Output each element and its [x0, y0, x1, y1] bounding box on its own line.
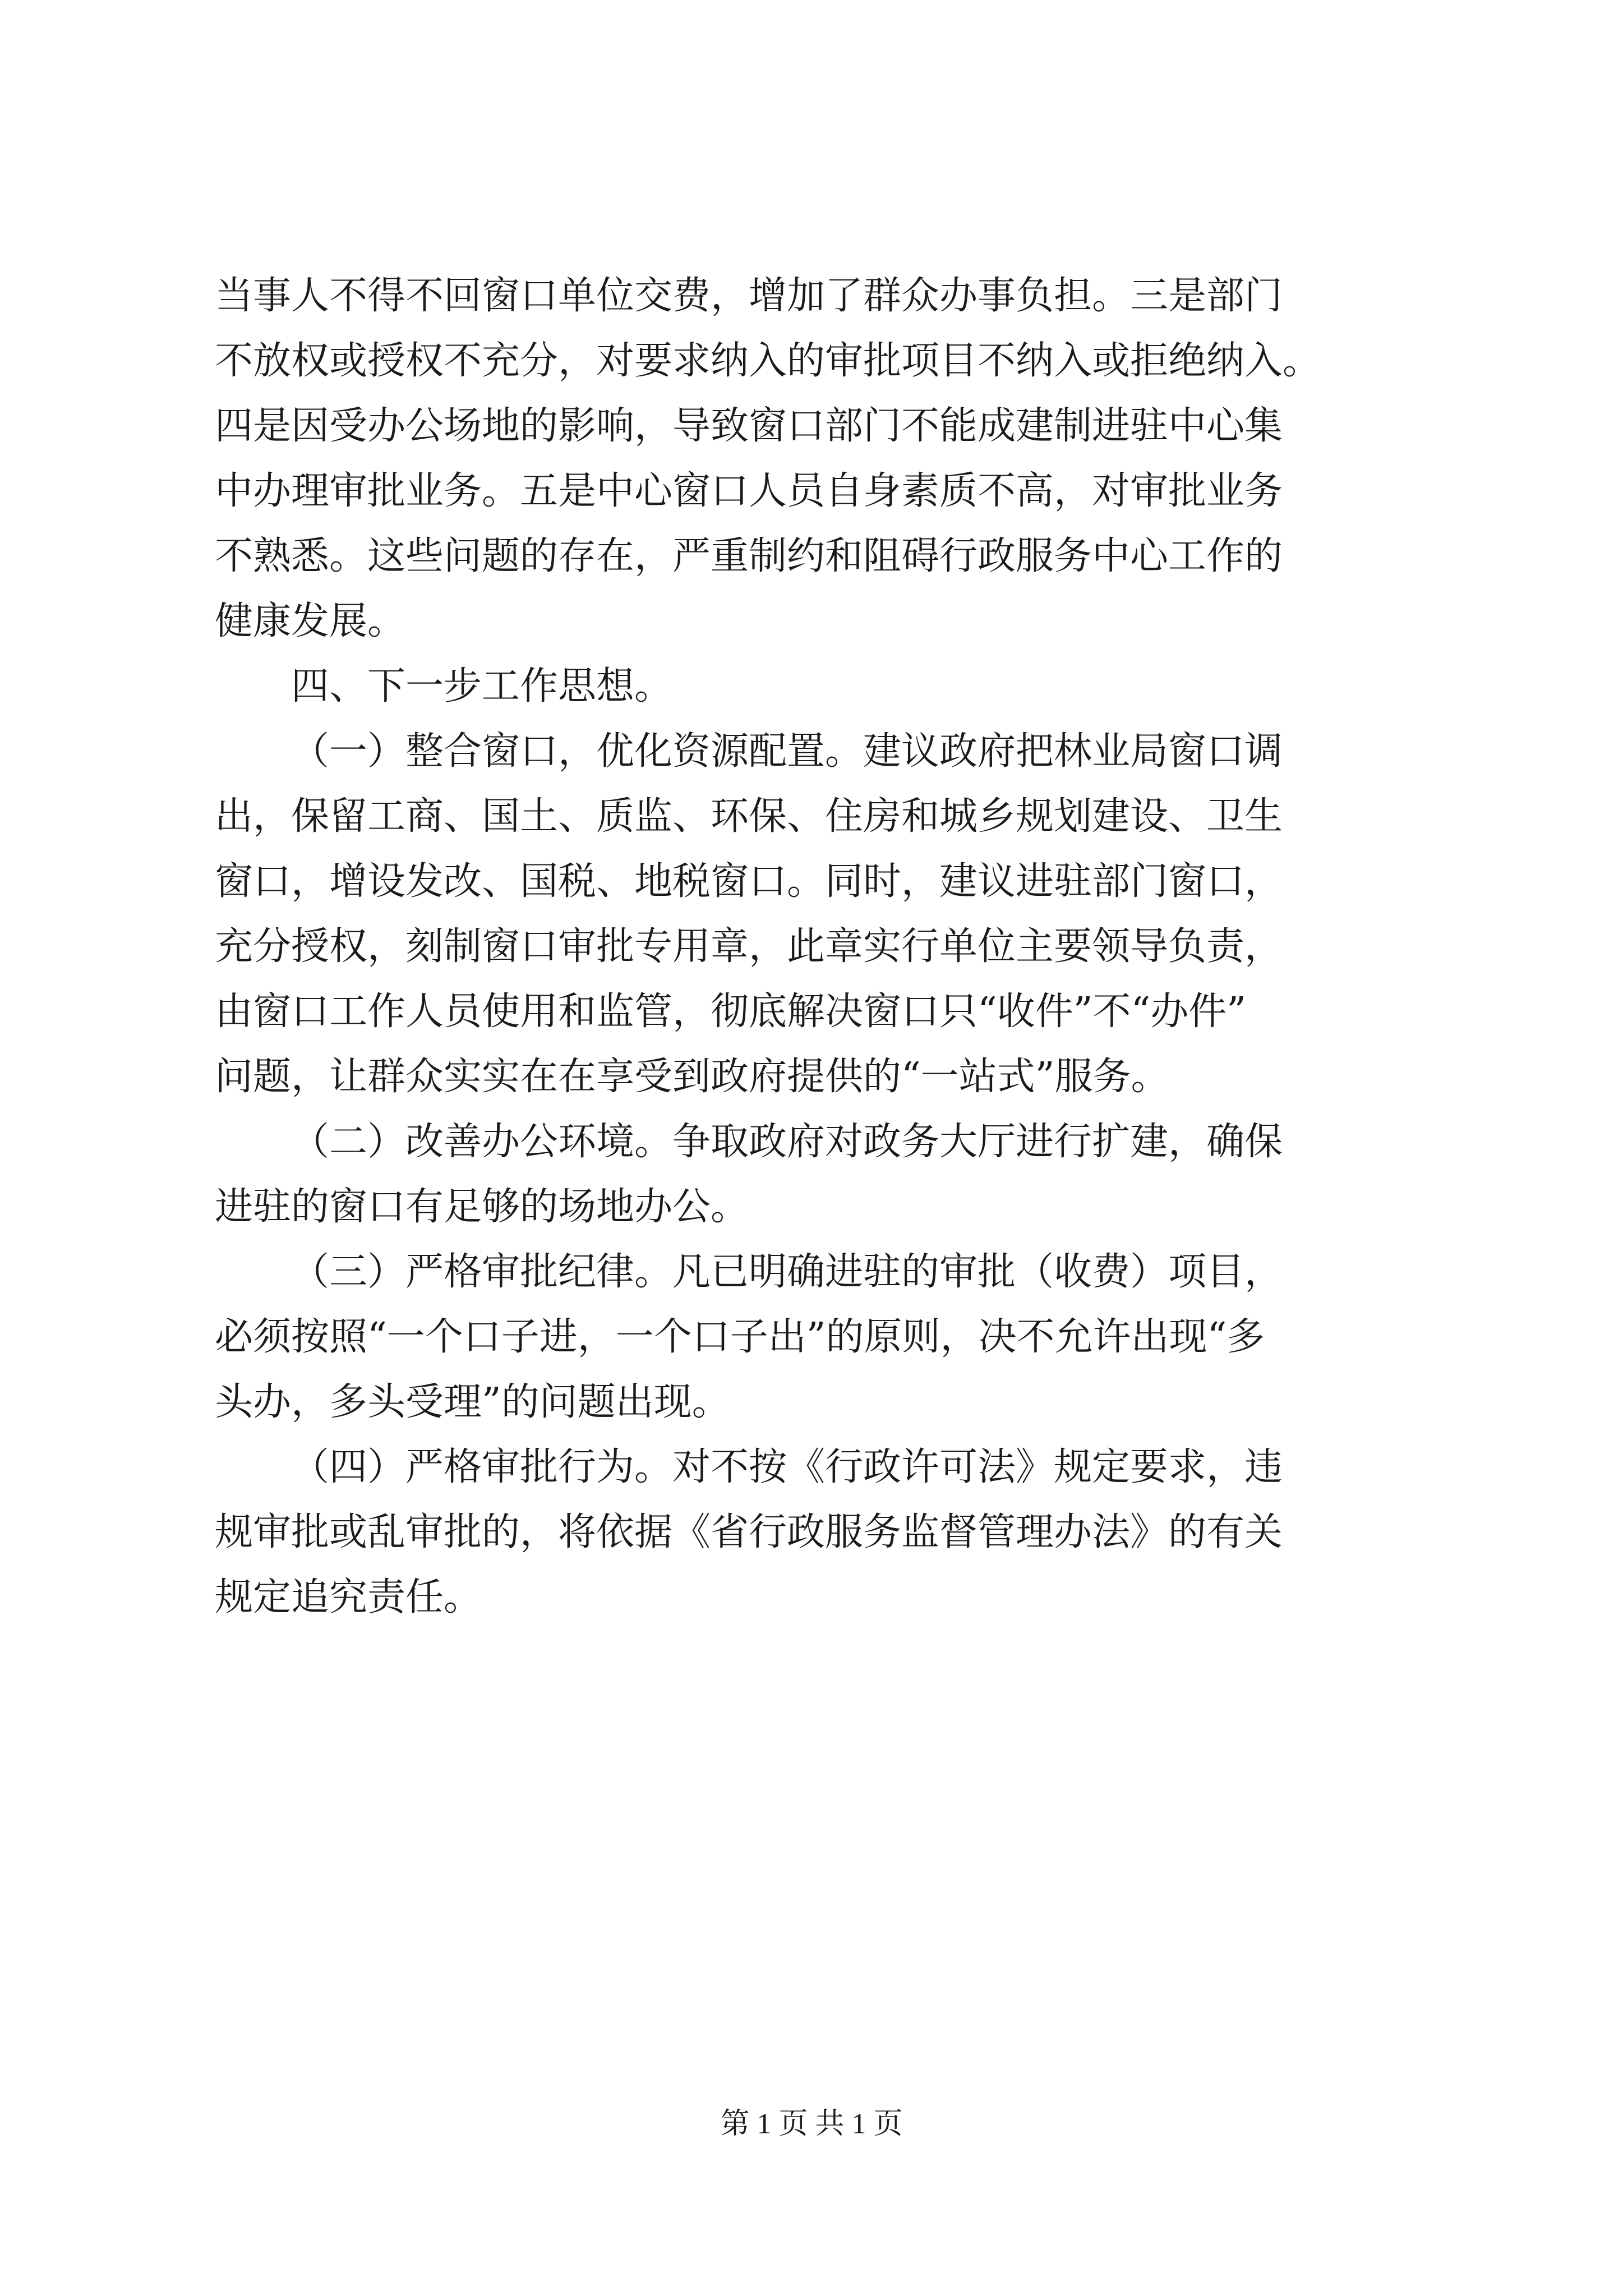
paragraph-item-3 — [215, 1240, 1437, 1435]
text-line: 问题，让群众实实在在享受到政府提供的“一站式”服务。 — [215, 1055, 1169, 1099]
text-line: 窗口，增设发改、国税、地税窗口。同时，建议进驻部门窗口， — [215, 859, 1283, 904]
paragraph-problems-continued — [215, 264, 1437, 654]
text-line: 规定追究责任。 — [215, 1575, 482, 1619]
text-line: 出，保留工商、国土、质监、环保、住房和城乡规划建设、卫生 — [215, 794, 1283, 839]
paragraph-item-1 — [215, 719, 1437, 1110]
text-line: （一）整合窗口，优化资源配置。建议政府把林业局窗口调 — [291, 729, 1283, 774]
document-body — [215, 264, 1437, 1630]
text-line: 不熟悉。这些问题的存在，严重制约和阻碍行政服务中心工作的 — [215, 534, 1283, 578]
text-line: （二）改善办公环境。争取政府对政务大厅进行扩建，确保 — [291, 1120, 1283, 1164]
text-line: （三）严格审批纪律。凡已明确进驻的审批（收费）项目， — [291, 1250, 1283, 1294]
text-line: 必须按照“一个口子进，一个口子出”的原则，决不允许出现“多 — [215, 1315, 1265, 1359]
text-line: 不放权或授权不充分，对要求纳入的审批项目不纳入或拒绝纳入。 — [215, 339, 1321, 383]
text-line: 中办理审批业务。五是中心窗口人员自身素质不高，对审批业务 — [215, 469, 1283, 513]
text-line: 当事人不得不回窗口单位交费，增加了群众办事负担。三是部门 — [215, 274, 1283, 318]
section-heading: 四、下一步工作思想。 — [291, 664, 673, 708]
text-line: 由窗口工作人员使用和监管，彻底解决窗口只“收件”不“办件” — [215, 990, 1247, 1034]
text-line: 充分授权，刻制窗口审批专用章，此章实行单位主要领导负责， — [215, 924, 1283, 969]
text-line: （四）严格审批行为。对不按《行政许可法》规定要求，违 — [291, 1445, 1283, 1489]
paragraph-item-2 — [215, 1110, 1437, 1240]
text-line: 健康发展。 — [215, 599, 406, 643]
text-line: 进驻的窗口有足够的场地办公。 — [215, 1185, 749, 1229]
text-line: 四是因受办公场地的影响，导致窗口部门不能成建制进驻中心集 — [215, 404, 1283, 448]
section-heading-next-steps — [215, 654, 1437, 719]
text-line: 头办，多头受理”的问题出现。 — [215, 1380, 730, 1424]
page-footer: 第 1 页 共 1 页 — [720, 2108, 903, 2140]
text-line: 规审批或乱审批的，将依据《省行政服务监督管理办法》的有关 — [215, 1510, 1283, 1554]
paragraph-item-4 — [215, 1435, 1437, 1630]
